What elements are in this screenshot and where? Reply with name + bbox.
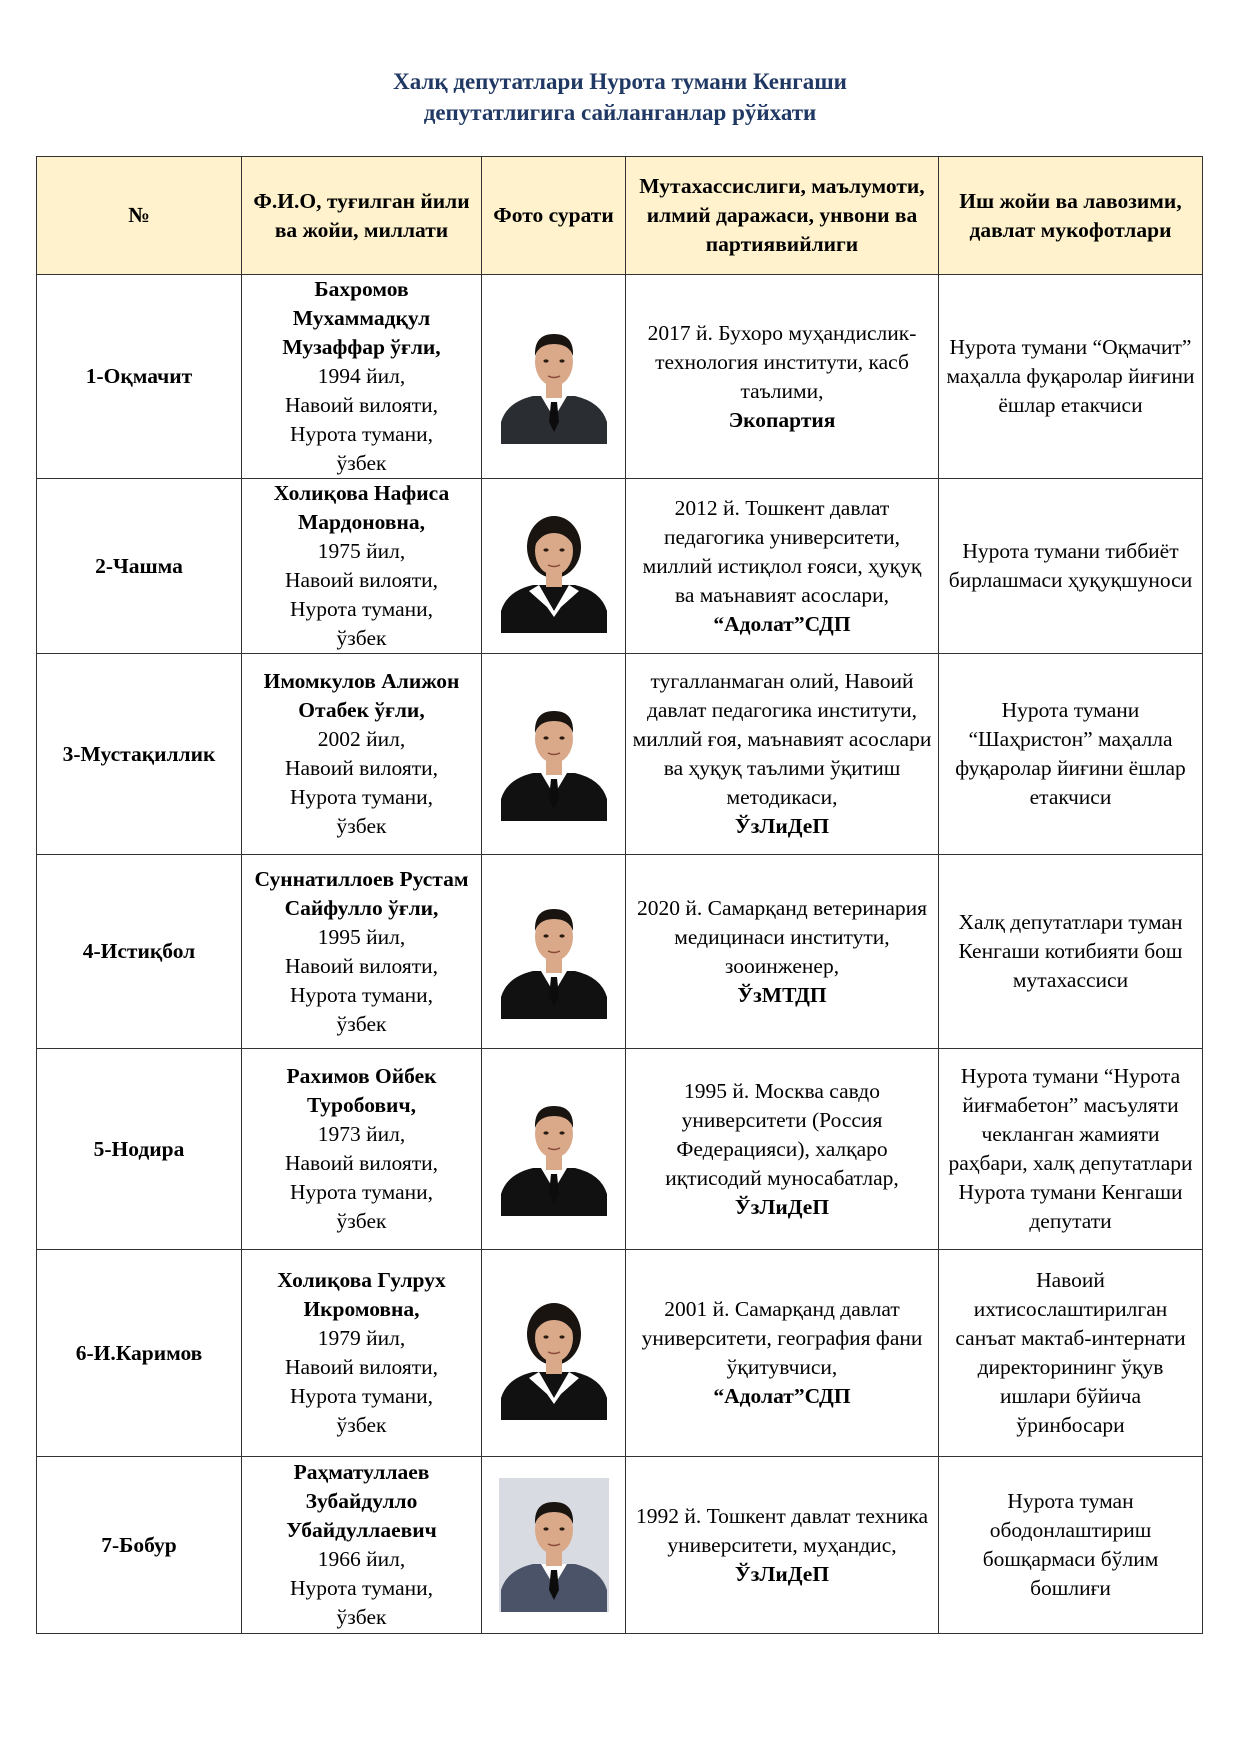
- district-number: 1-Оқмачит: [37, 275, 242, 479]
- specialty-text: 1992 й. Тошкент давлат техника университети, муҳандис,: [635, 1503, 929, 1557]
- specialty-info: [626, 479, 939, 654]
- portrait-photo: [499, 1286, 609, 1420]
- party-name: “Адолат”СДП: [713, 1384, 851, 1408]
- table-header-row: [37, 157, 1203, 275]
- birth-region: Навоий вилояти,: [284, 1151, 439, 1175]
- party-name: ЎзЛиДеП: [734, 814, 830, 838]
- portrait-photo: [499, 310, 609, 444]
- person-name: Холиқова Нафиса Мардоновна,: [273, 481, 450, 534]
- birth-year: 1973 йил,: [317, 1122, 406, 1146]
- table-row: [37, 479, 1203, 654]
- birth-year: 1975 йил,: [317, 539, 406, 563]
- birth-year: 2002 йил,: [317, 727, 406, 751]
- party-name: ЎзЛиДеП: [734, 1561, 830, 1586]
- person-name: Суннатиллоев Рустам Сайфулло ўғли,: [254, 866, 469, 920]
- party-name: ЎзМТДП: [737, 982, 827, 1007]
- birth-district: Нурота тумани,: [289, 597, 434, 621]
- table-row: [37, 1250, 1203, 1457]
- photo-cell: [482, 654, 626, 855]
- job-info: Нурота туман ободонлаштириш бошқармаси бўлим бошлиғи: [939, 1457, 1203, 1634]
- header-fio: Ф.И.О, туғилган йили ва жойи, миллати: [242, 157, 482, 275]
- party-name: Экопартия: [728, 407, 836, 432]
- title-line-2: депутатлигига сайланганлар рўйхати: [423, 100, 817, 125]
- job-info: Нурота тумани тиббиёт бирлашмаси ҳуқуқшуноси: [939, 479, 1203, 654]
- nationality: ўзбек: [336, 1011, 387, 1036]
- birth-year: 1994 йил,: [317, 364, 406, 388]
- specialty-text: 2020 й. Самарқанд ветеринария медицинаси институти, зооинженер,: [636, 895, 928, 978]
- header-photo: Фото сурати: [482, 157, 626, 275]
- job-info: Навоий ихтисослаштирилган санъат мактаб-интернати директорининг ўқув ишлари бўйича ўринбосари: [939, 1250, 1203, 1457]
- specialty-info: [626, 275, 939, 479]
- specialty-text: тугалланмаган олий, Навоий давлат педагогика институти, миллий ғоя, маънавият асослари ва ҳуқуқ таълими ўқитиш методикаси,: [632, 669, 932, 809]
- job-info: Нурота тумани “Оқмачит” маҳалла фуқаролар йиғини ёшлар етакчиси: [939, 275, 1203, 479]
- person-info: [242, 479, 482, 654]
- deputies-table: [36, 156, 1203, 1634]
- specialty-info: [626, 1049, 939, 1250]
- person-info: [242, 1457, 482, 1634]
- birth-district: Нурота тумани,: [289, 1180, 434, 1204]
- district-number: 2-Чашма: [37, 479, 242, 654]
- person-name: Раҳматуллаев Зубайдулло Убайдуллаевич: [286, 1460, 437, 1542]
- table-body: [37, 275, 1203, 1634]
- portrait-photo: [499, 885, 609, 1019]
- birth-district: Нурота тумани,: [289, 1576, 434, 1600]
- title-line-1: Халқ депутатлари Нурота тумани Кенгаши: [393, 69, 847, 94]
- job-info: Нурота тумани “Нурота йиғмабетон” масъуляти чекланган жамияти раҳбари, халқ депутатлари Нурота тумани Кенгаши депутати: [939, 1049, 1203, 1250]
- header-spec: Мутахассислиги, маълумоти, илмий даражаси, унвони ва партиявийлиги: [626, 157, 939, 275]
- district-number: 4-Истиқбол: [37, 855, 242, 1049]
- specialty-text: 2012 й. Тошкент давлат педагогика университети, миллий истиқлол ғояси, ҳуқуқ ва маънавият асослари,: [642, 495, 922, 607]
- specialty-info: [626, 855, 939, 1049]
- portrait-photo: [499, 499, 609, 633]
- specialty-info: [626, 654, 939, 855]
- nationality: ўзбек: [336, 1605, 387, 1629]
- job-info: Нурота тумани “Шаҳристон” маҳалла фуқаролар йиғини ёшлар етакчиси: [939, 654, 1203, 855]
- birth-district: Нурота тумани,: [289, 785, 434, 809]
- person-info: [242, 1049, 482, 1250]
- person-name: Холиқова Гулрух Икромовна,: [277, 1268, 446, 1321]
- district-number: 6-И.Каримов: [37, 1250, 242, 1457]
- party-name: ЎзЛиДеП: [734, 1194, 830, 1219]
- nationality: ўзбек: [336, 814, 387, 838]
- district-number: 3-Мустақиллик: [37, 654, 242, 855]
- portrait-photo: [499, 1082, 609, 1216]
- photo-cell: [482, 1457, 626, 1634]
- portrait-photo: [499, 687, 609, 821]
- birth-region: Навоий вилояти,: [284, 953, 439, 978]
- birth-region: Навоий вилояти,: [284, 568, 439, 592]
- portrait-photo: [499, 1478, 609, 1612]
- person-name: Бахромов Мухаммадқул Музаффар ўғли,: [282, 277, 441, 359]
- district-number: 5-Нодира: [37, 1049, 242, 1250]
- nationality: ўзбек: [336, 626, 387, 650]
- specialty-info: [626, 1457, 939, 1634]
- birth-district: Нурота тумани,: [289, 982, 434, 1007]
- photo-cell: [482, 855, 626, 1049]
- specialty-text: 2001 й. Самарқанд давлат университети, география фани ўқитувчиси,: [641, 1297, 923, 1379]
- header-num: №: [37, 157, 242, 275]
- table-row: [37, 1457, 1203, 1634]
- table-row: [37, 1049, 1203, 1250]
- header-job: Иш жойи ва лавозими, давлат мукофотлари: [939, 157, 1203, 275]
- person-name: Рахимов Ойбек Туробович,: [286, 1064, 437, 1117]
- photo-cell: [482, 275, 626, 479]
- birth-district: Нурота тумани,: [289, 422, 434, 446]
- table-row: [37, 654, 1203, 855]
- job-info: Халқ депутатлари туман Кенгаши котибияти бош мутахассиси: [939, 855, 1203, 1049]
- page-title: [0, 66, 1240, 128]
- nationality: ўзбек: [336, 1413, 387, 1437]
- photo-cell: [482, 1049, 626, 1250]
- birth-region: Навоий вилояти,: [284, 756, 439, 780]
- birth-year: 1995 йил,: [317, 924, 406, 949]
- specialty-text: 1995 й. Москва савдо университети (Россия Федерацияси), халқаро иқтисодий муносабатлар,: [665, 1078, 899, 1190]
- birth-region: Навоий вилояти,: [284, 393, 439, 417]
- photo-cell: [482, 479, 626, 654]
- birth-region: Навоий вилояти,: [284, 1355, 439, 1379]
- person-info: [242, 855, 482, 1049]
- nationality: ўзбек: [336, 1209, 387, 1233]
- person-name: Имомкулов Алижон Отабек ўғли,: [263, 669, 460, 722]
- table-row: [37, 275, 1203, 479]
- party-name: “Адолат”СДП: [713, 611, 851, 636]
- nationality: ўзбек: [336, 451, 387, 475]
- birth-year: 1966 йил,: [317, 1547, 406, 1571]
- specialty-info: [626, 1250, 939, 1457]
- specialty-text: 2017 й. Бухоро муҳандислик- технология институти, касб таълими,: [647, 320, 917, 403]
- birth-district: Нурота тумани,: [289, 1384, 434, 1408]
- person-info: [242, 654, 482, 855]
- person-info: [242, 275, 482, 479]
- person-info: [242, 1250, 482, 1457]
- table-row: [37, 855, 1203, 1049]
- birth-year: 1979 йил,: [317, 1326, 406, 1350]
- district-number: 7-Бобур: [37, 1457, 242, 1634]
- photo-cell: [482, 1250, 626, 1457]
